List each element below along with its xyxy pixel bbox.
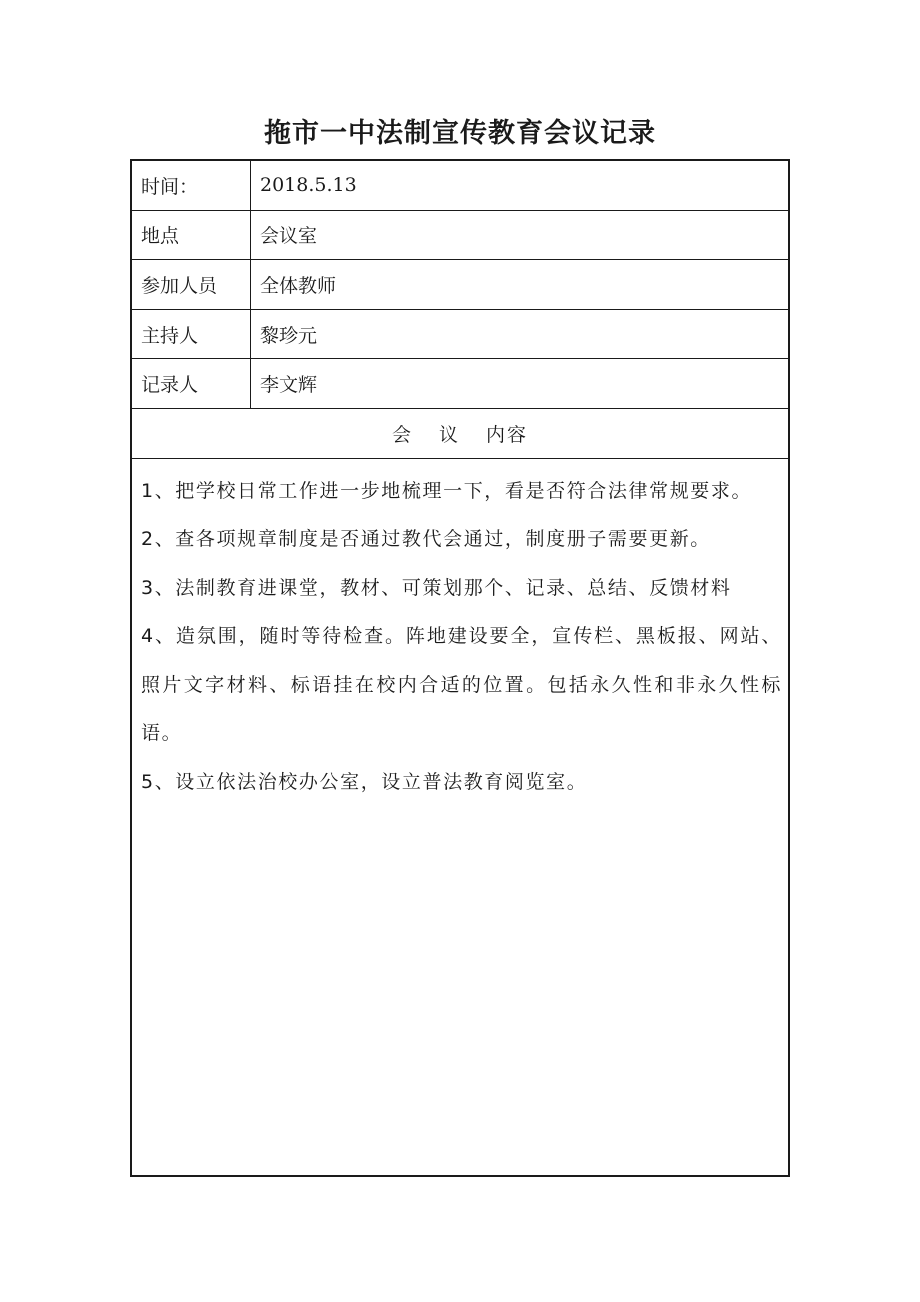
content-item: 3、法制教育进课堂，教材、可策划那个、记录、总结、反馈材料 <box>141 576 732 599</box>
row-attendees <box>132 260 788 310</box>
host-value: 黎珍元 <box>260 324 318 347</box>
meeting-content-header: 会 议 内容 <box>132 409 788 459</box>
row-host <box>132 310 788 360</box>
content-item: 2、查各项规章制度是否通过教代会通过，制度册子需要更新。 <box>141 528 711 551</box>
row-time <box>132 161 788 211</box>
time-value: 2018.5.13 <box>260 174 357 197</box>
location-label: 地点 <box>132 211 251 260</box>
meeting-record-table <box>130 159 790 1177</box>
recorder-label: 记录人 <box>132 359 251 408</box>
attendees-label: 参加人员 <box>132 260 251 309</box>
content-item: 5、设立依法治校办公室，设立普法教育阅览室。 <box>141 770 588 793</box>
content-item: 1、把学校日常工作进一步地梳理一下，看是否符合法律常规要求。 <box>141 479 753 502</box>
recorder-value: 李文辉 <box>260 374 318 397</box>
location-value: 会议室 <box>260 225 318 248</box>
page-title: 拖市一中法制宣传教育会议记录 <box>264 118 656 149</box>
content-item: 4、造氛围，随时等待检查。阵地建设要全，宣传栏、黑板报、网站、照片文字材料、标语挂在校内合适的位置。包括永久性和非永久性标语。 <box>141 625 782 745</box>
row-recorder <box>132 359 788 409</box>
meeting-content-body <box>132 459 788 807</box>
row-location <box>132 211 788 261</box>
attendees-value: 全体教师 <box>260 274 337 297</box>
host-label: 主持人 <box>132 310 251 359</box>
time-label: 时间： <box>132 161 251 210</box>
